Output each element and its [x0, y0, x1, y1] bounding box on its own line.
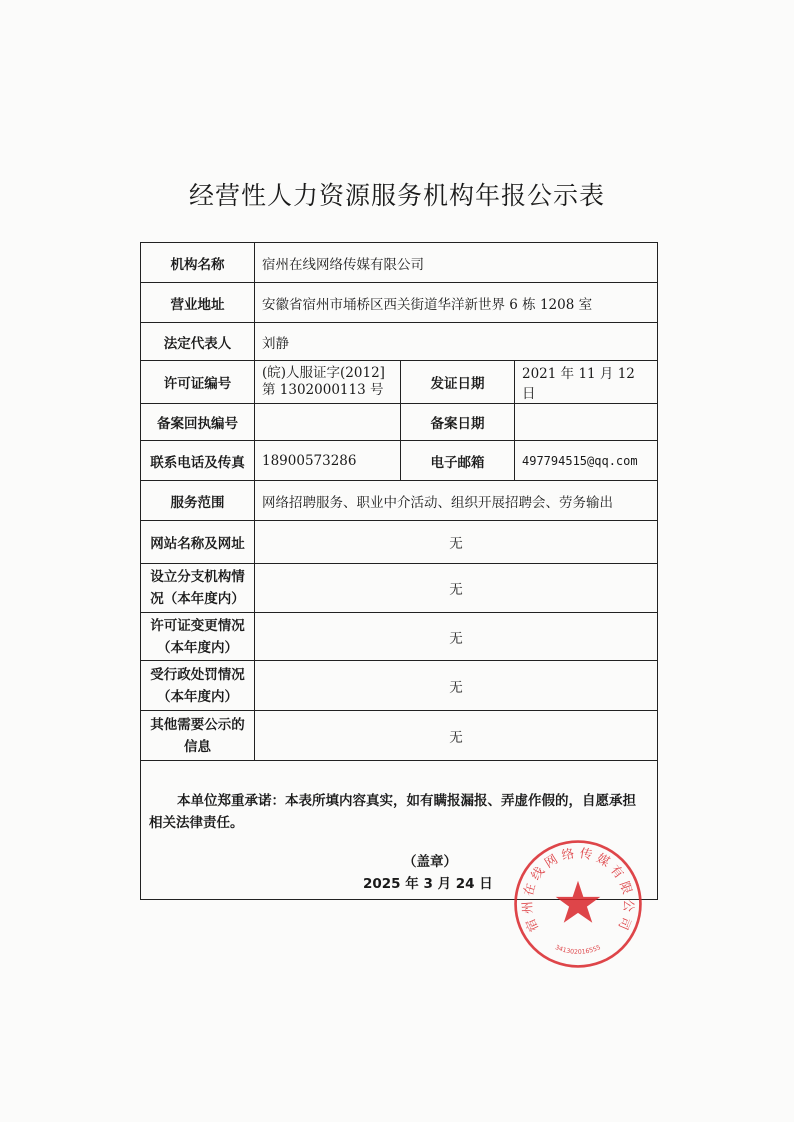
label: 网站名称及网址	[141, 521, 255, 564]
table-row	[141, 521, 658, 564]
penalty-value: 无	[255, 661, 658, 711]
license-line2: 第 1302000113 号	[262, 382, 384, 398]
label: 服务范围	[141, 481, 255, 521]
table-row	[141, 283, 658, 323]
table-row	[141, 441, 658, 481]
report-table	[140, 242, 658, 761]
email-value: 497794515@qq.com	[515, 441, 658, 481]
label	[141, 564, 255, 613]
license-line1: (皖)人服证字(2012]	[262, 365, 385, 381]
label: 备案日期	[401, 404, 515, 441]
label: 机构名称	[141, 243, 255, 283]
company-seal-stamp	[512, 838, 644, 970]
org-name-value: 宿州在线网络传媒有限公司	[255, 243, 658, 283]
table-row	[141, 661, 658, 711]
table-row	[141, 404, 658, 441]
label-line: 其他需要公示的	[150, 716, 245, 733]
legal-rep-value: 刘静	[255, 323, 658, 361]
other-value: 无	[255, 711, 658, 761]
label-line: 设立分支机构情	[150, 569, 245, 585]
label	[141, 661, 255, 711]
label-line: 信息	[184, 738, 211, 755]
commitment-text: 本单位郑重承诺：本表所填内容真实，如有瞒报漏报、弄虚作假的，自愿承担相关法律责任。	[149, 793, 636, 831]
label: 许可证编号	[141, 361, 255, 404]
label-line: （本年度内）	[157, 688, 238, 705]
seal-text: 宿州在线网络传媒有限公司	[519, 845, 637, 935]
branches-value: 无	[255, 564, 658, 613]
license-no-value	[255, 361, 401, 404]
label	[141, 711, 255, 761]
label: 电子邮箱	[401, 441, 515, 481]
table-row	[141, 243, 658, 283]
website-value: 无	[255, 521, 658, 564]
seal-number: 341302016555	[553, 944, 602, 956]
filing-no-value	[255, 404, 401, 441]
label: 法定代表人	[141, 323, 255, 361]
label: 营业地址	[141, 283, 255, 323]
filing-date-value	[515, 404, 658, 441]
label-line: 况（本年度内）	[150, 591, 245, 607]
sign-date: 2025 年 3 月 24 日	[363, 876, 493, 892]
table-row	[141, 711, 658, 761]
address-value: 安徽省宿州市埇桥区西关街道华洋新世界 6 栋 1208 室	[255, 283, 658, 323]
table-row	[141, 323, 658, 361]
table-row	[141, 481, 658, 521]
label-line: 许可证变更情况	[150, 617, 245, 634]
label: 联系电话及传真	[141, 441, 255, 481]
scope-value: 网络招聘服务、职业中介活动、组织开展招聘会、劳务输出	[255, 481, 658, 521]
license-change-value: 无	[255, 613, 658, 661]
table-row	[141, 564, 658, 613]
document-title: 经营性人力资源服务机构年报公示表	[188, 181, 605, 210]
star-icon	[556, 881, 601, 923]
label-line: （本年度内）	[157, 639, 238, 656]
label	[141, 613, 255, 661]
seal-label: （盖章）	[403, 854, 457, 870]
label: 备案回执编号	[141, 404, 255, 441]
table-row	[141, 361, 658, 404]
phone-value: 18900573286	[255, 441, 401, 481]
label: 发证日期	[401, 361, 515, 404]
issue-date-value: 2021 年 11 月 12 日	[515, 361, 658, 404]
label-line: 受行政处罚情况	[150, 666, 245, 683]
table-row	[141, 613, 658, 661]
